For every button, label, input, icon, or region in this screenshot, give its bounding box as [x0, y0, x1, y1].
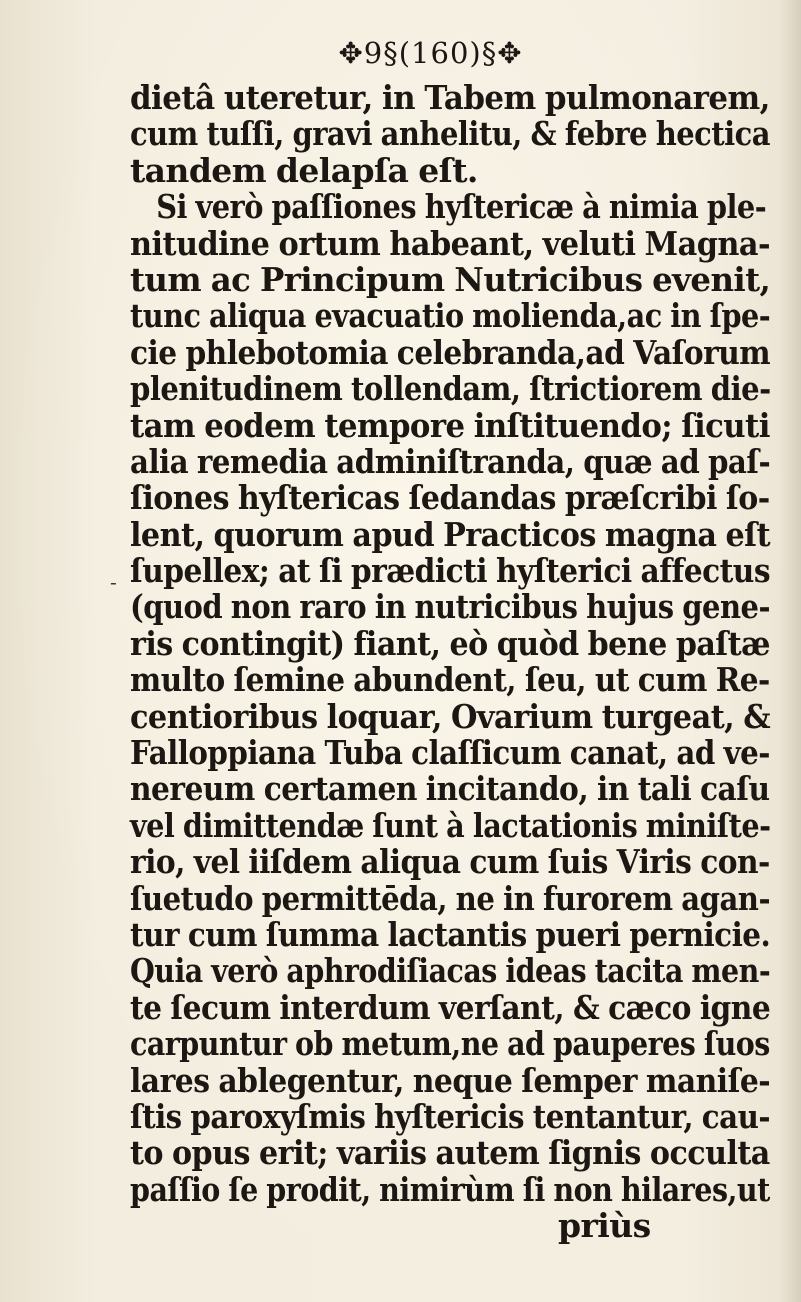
- text-line: multo ſemine abundent, ſeu, ut cum Re-: [130, 660, 770, 700]
- page-edge-shadow: [779, 0, 801, 1302]
- text-line: Si verò paſſiones hyſtericæ à nimia ple-: [156, 187, 767, 227]
- text-line: cum tuſſi, gravi anhelitu, & febre hectica: [130, 114, 770, 154]
- text-line: te ſecum interdum verſant, & cæco igne: [130, 987, 771, 1027]
- text-line: nitudine ortum habeant, veluti Magna-: [130, 223, 771, 263]
- text-line: ſiones hyſtericas ſedandas præſcribi ſo-: [130, 478, 770, 518]
- text-line: carpuntur ob metum,ne ad pauperes ſuos: [130, 1024, 770, 1064]
- text-line: nereum certamen incitando, in tali caſu: [130, 769, 770, 809]
- text-line: dietâ uteretur, in Tabem pulmonarem,: [130, 78, 770, 117]
- catchword: priùs: [558, 1206, 651, 1246]
- text-line: Quia verò aphrodiſiacas ideas tacita men-: [130, 951, 771, 991]
- page-number: ✥9§(160)§✥: [338, 36, 523, 70]
- text-line: plenitudinem tollendam, ſtrictiorem die-: [130, 369, 771, 409]
- text-line: tur cum ſumma lactantis pueri pernicie.: [130, 914, 771, 954]
- text-line: ſupellex; at ſi prædicti hyſterici affectus: [130, 551, 771, 591]
- text-line: (quod non raro in nutricibus hujus gene-: [130, 587, 770, 627]
- text-line: alia remedia adminiſtranda, quæ ad paſ-: [130, 441, 771, 481]
- text-line: paſſio ſe prodit, nimirùm ſi non hilares,ut: [130, 1169, 770, 1209]
- text-line: to opus erit; variis autem ſignis occulta: [130, 1133, 770, 1173]
- text-line: ris contingit) fiant, eò quòd bene paſtæ: [130, 623, 770, 663]
- text-line: cie phlebotomia celebranda,ad Vaſorum: [130, 332, 771, 372]
- text-line: lares ablegentur, neque ſemper maniſe-: [130, 1060, 771, 1100]
- text-line: lent, quorum apud Practicos magna eſt: [130, 514, 771, 554]
- text-line: ſuetudo permittēda, ne in furorem agan-: [130, 878, 771, 918]
- text-line: tandem delapſa eſt.: [130, 150, 478, 190]
- margin-mark: -: [110, 570, 117, 594]
- text-line: centioribus loquar, Ovarium turgeat, &: [130, 696, 771, 736]
- page-header: [0, 36, 801, 70]
- text-line: rio, vel iiſdem aliqua cum ſuis Viris con-: [130, 842, 770, 882]
- text-line: tam eodem tempore inſtituendo; ſicuti: [130, 405, 770, 445]
- text-line: ſtis paroxyſmis hyſtericis tentantur, cau-: [130, 1096, 770, 1136]
- text-line: tum ac Principum Nutricibus evenit,: [130, 259, 771, 299]
- body-text: [130, 80, 770, 1245]
- text-line: tunc aliqua evacuatio molienda,ac in ſpe-: [130, 296, 771, 336]
- text-line: vel dimittendæ ſunt à lactationis miniſte-: [130, 805, 771, 845]
- text-line: Falloppiana Tuba claſſicum canat, ad ve-: [130, 733, 770, 773]
